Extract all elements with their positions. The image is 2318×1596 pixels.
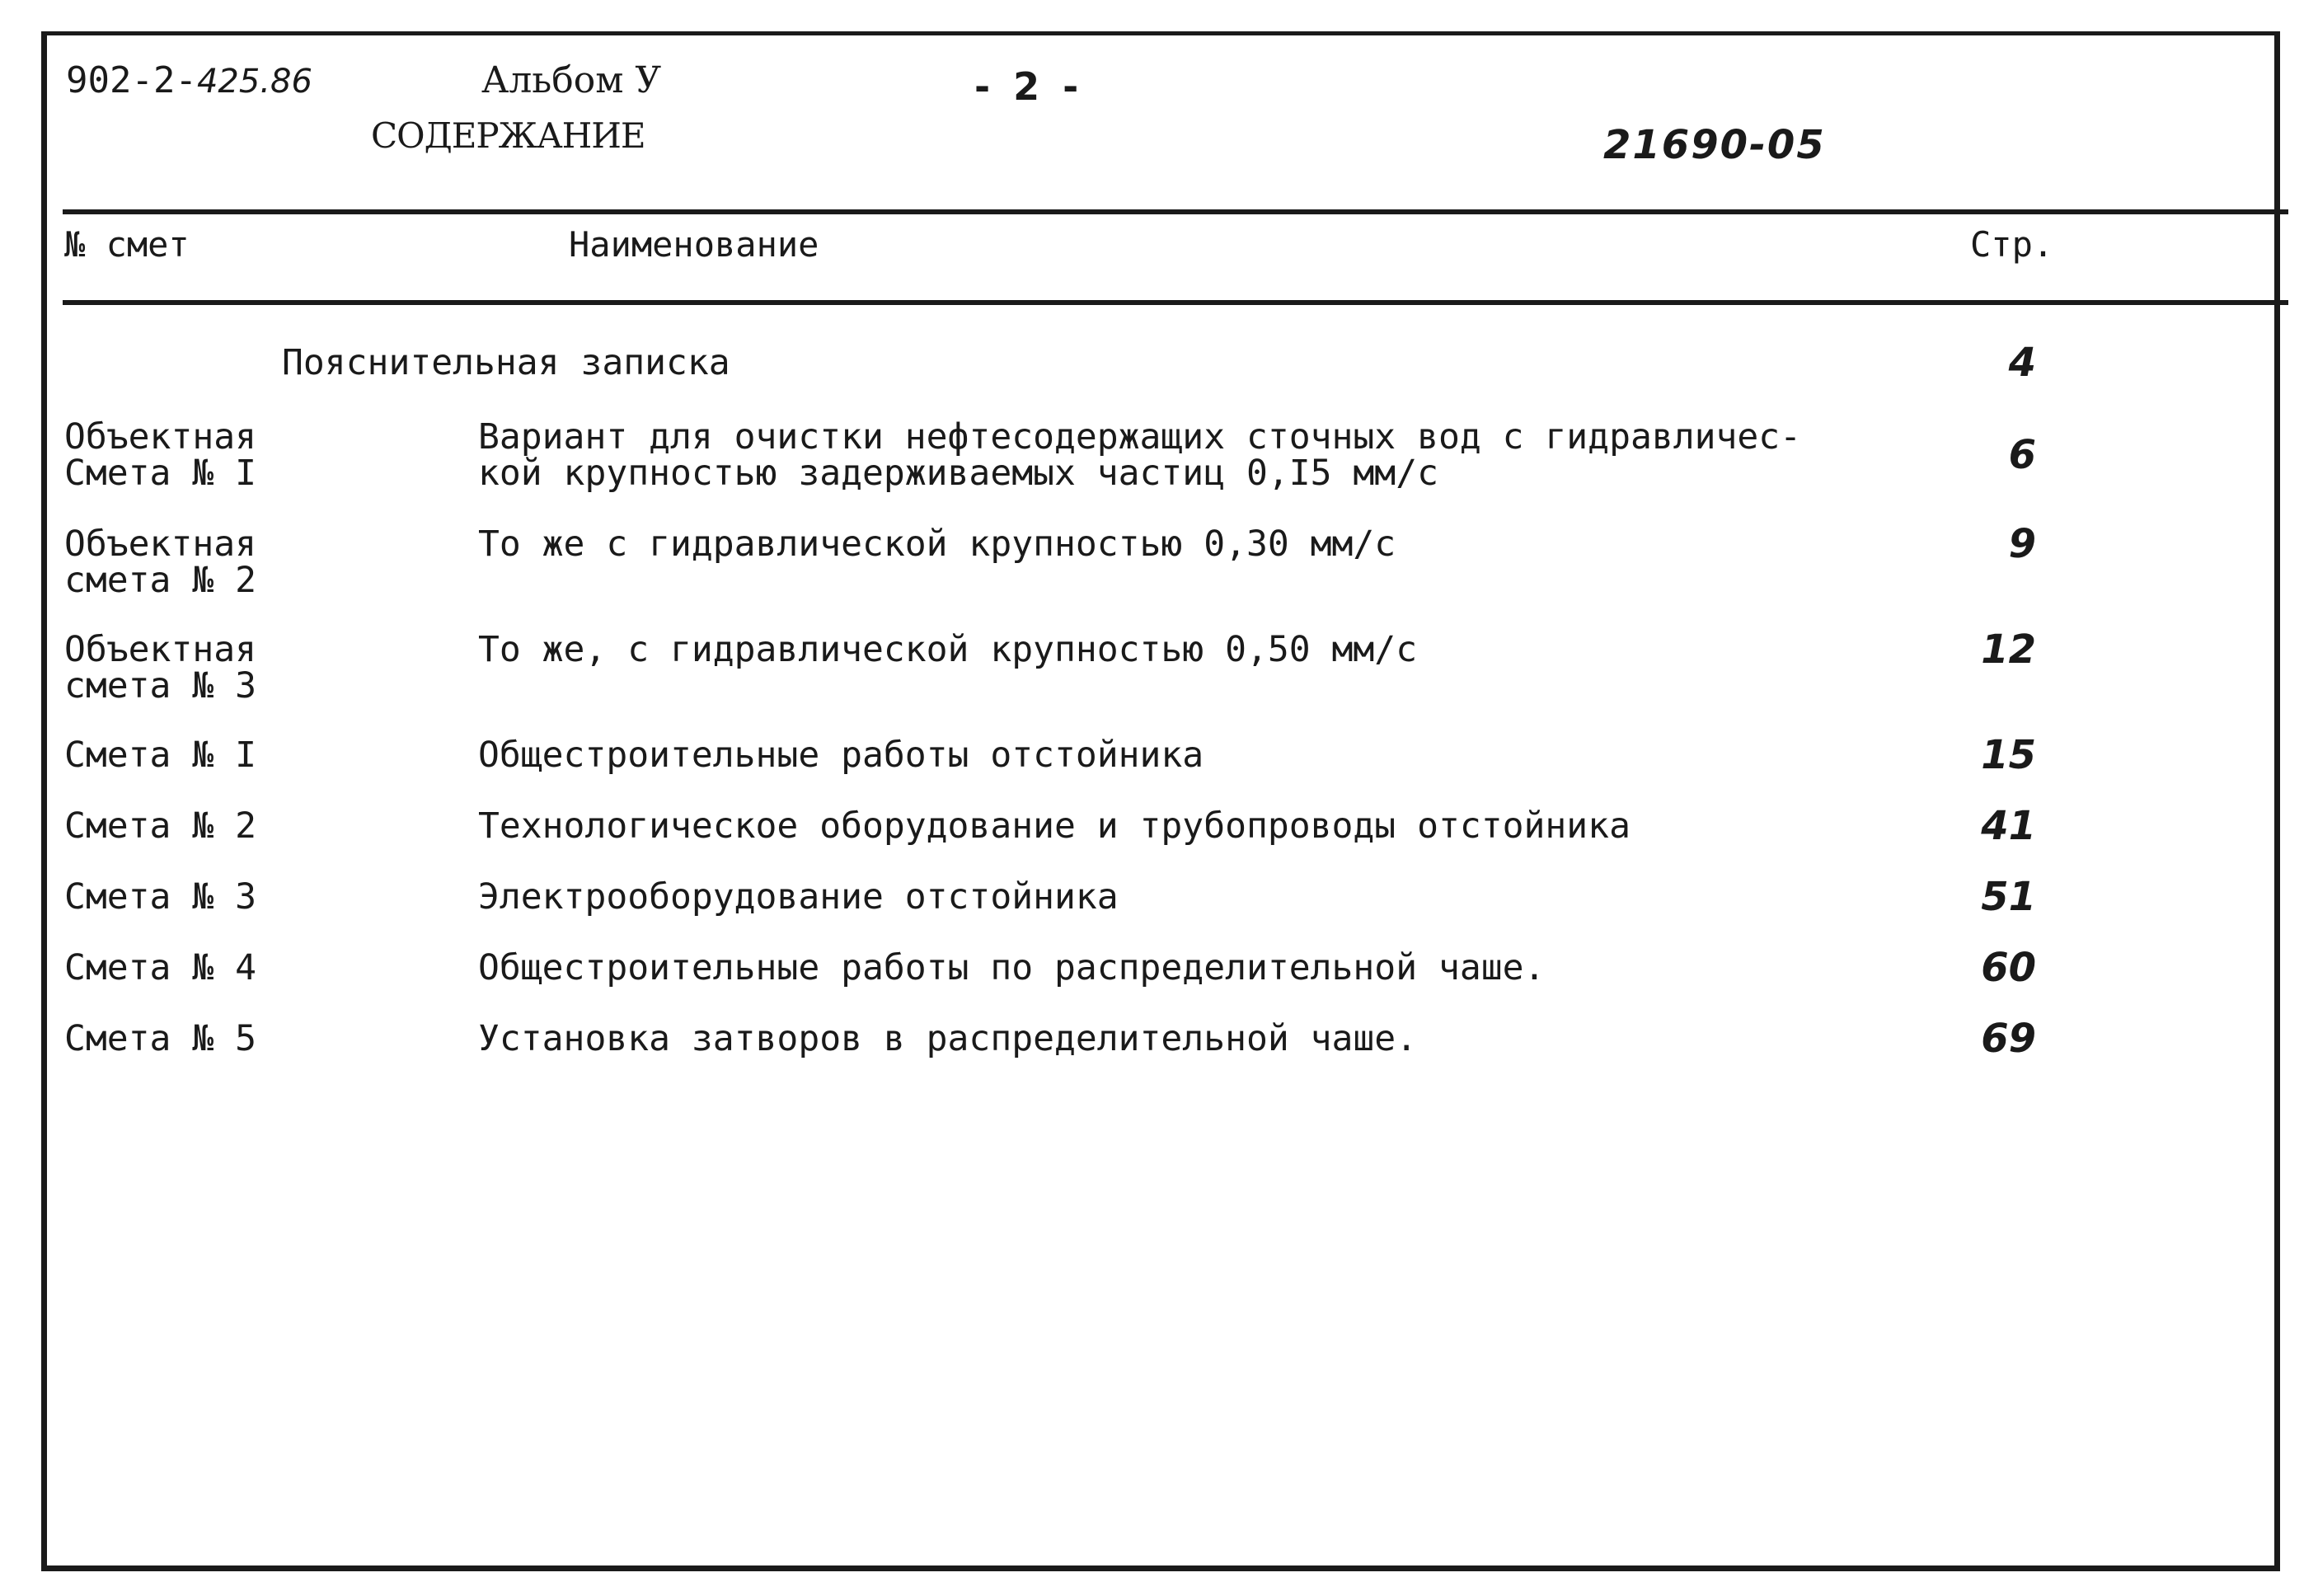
toc-row-name: Технологическое оборудование и трубопроводы отстойника	[478, 805, 1631, 847]
toc-row-page: 4	[2008, 340, 2036, 386]
column-header-number: № смет	[64, 224, 190, 265]
header-rule-bottom	[63, 300, 2288, 305]
toc-row-name: Электрооборудование отстойника	[478, 876, 1119, 918]
toc-row-number: Смета № 5	[64, 1018, 256, 1059]
column-header-name: Наименование	[569, 224, 819, 265]
toc-row-page: 69	[1981, 1016, 2036, 1062]
toc-row-number: Объектная смета № 2	[64, 523, 256, 601]
page-frame	[41, 31, 2280, 1571]
toc-row-page: 9	[2008, 521, 2036, 567]
toc-row-name: Пояснительная записка	[282, 342, 730, 383]
document-code	[66, 59, 312, 101]
document-code-prefix: 902-2-	[66, 59, 197, 101]
toc-row-number: Смета № 2	[64, 805, 256, 847]
toc-row-number: Объектная Смета № I	[64, 416, 256, 494]
toc-row-number: Объектная смета № 3	[64, 629, 256, 706]
toc-row-number: Смета № 3	[64, 876, 256, 918]
toc-row-page: 60	[1981, 945, 2036, 991]
album-label: Альбом У	[481, 59, 662, 101]
toc-row-name: Общестроительные работы отстойника	[478, 735, 1204, 776]
toc-row-page: 12	[1981, 627, 2036, 673]
inventory-number: 21690-05	[1603, 122, 1826, 168]
document-code-handwritten: 425.86	[196, 63, 312, 101]
page-title: СОДЕРЖАНИЕ	[371, 115, 645, 156]
column-header-page: Стр.	[1970, 224, 2054, 265]
page-number: - 2 -	[974, 64, 1084, 109]
toc-row-page: 51	[1981, 874, 2036, 920]
toc-row-name: То же с гидравлической крупностью 0,30 мм/с	[478, 523, 1396, 565]
toc-row-name: Вариант для очистки нефтесодержащих сточных вод с гидравличес- кой крупностью задерживаемых частиц 0,I5 мм/с	[478, 416, 1802, 494]
toc-row-number: Смета № 4	[64, 947, 256, 988]
toc-row-name: То же, с гидравлической крупностью 0,50 мм/с	[478, 629, 1418, 670]
toc-row-page: 41	[1981, 803, 2036, 849]
toc-row-page: 6	[2008, 432, 2036, 478]
toc-row-name: Общестроительные работы по распределительной чаше.	[478, 947, 1546, 988]
toc-row-name: Установка затворов в распределительной чаше.	[478, 1018, 1418, 1059]
toc-row-number: Смета № I	[64, 735, 256, 776]
toc-row-page: 15	[1981, 732, 2036, 778]
header-rule-top	[63, 209, 2288, 214]
